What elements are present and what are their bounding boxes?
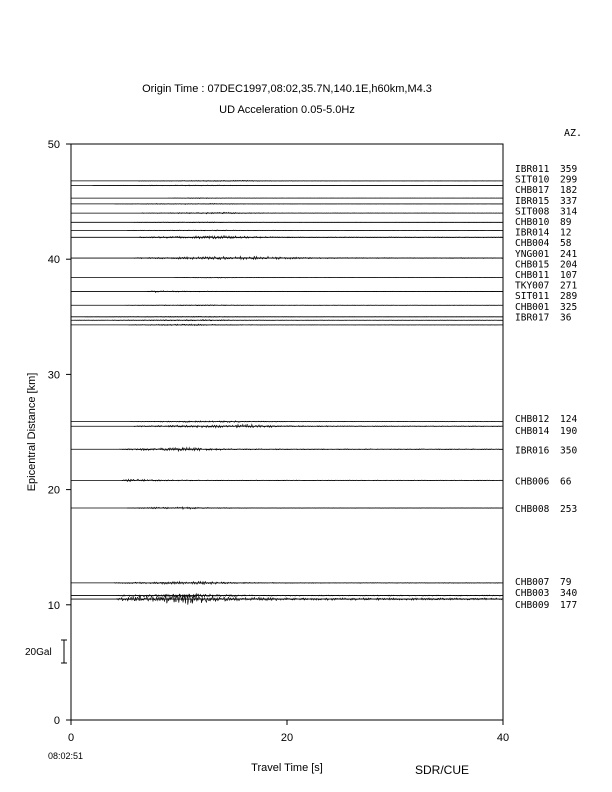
trace-chb011 bbox=[147, 291, 503, 293]
station-name: IBR014 bbox=[515, 227, 550, 239]
station-azimuth: 241 bbox=[560, 248, 578, 260]
station-name: IBR017 bbox=[515, 312, 550, 324]
station-name: CHB017 bbox=[515, 185, 550, 197]
station-name: TKY007 bbox=[515, 280, 550, 292]
x-tick-label: 20 bbox=[280, 732, 294, 744]
station-name: IBR016 bbox=[515, 445, 550, 457]
station-azimuth: 12 bbox=[560, 227, 572, 239]
station-azimuth: 190 bbox=[560, 426, 578, 437]
station-azimuth: 204 bbox=[560, 259, 578, 271]
station-azimuth: 325 bbox=[560, 301, 578, 313]
y-tick-label: 40 bbox=[47, 254, 60, 267]
y-axis bbox=[48, 139, 71, 727]
chart-subtitle: UD Acceleration 0.05-5.0Hz bbox=[219, 104, 355, 116]
station-azimuth: 337 bbox=[560, 195, 578, 207]
station-azimuth: 299 bbox=[560, 174, 578, 186]
station-name: SIT010 bbox=[515, 174, 550, 186]
station-name: YNG001 bbox=[515, 248, 550, 260]
station-azimuth: 66 bbox=[560, 476, 572, 488]
station-azimuth: 359 bbox=[560, 164, 578, 175]
station-name: CHB001 bbox=[515, 301, 550, 313]
seismic-traces bbox=[71, 180, 503, 604]
y-tick-label: 0 bbox=[53, 715, 60, 727]
y-tick-label: 50 bbox=[47, 139, 60, 151]
y-tick-label: 20 bbox=[47, 484, 60, 497]
station-azimuth: 271 bbox=[560, 280, 578, 292]
y-tick-label: 10 bbox=[47, 599, 60, 612]
station-azimuth: 124 bbox=[560, 414, 578, 425]
station-azimuth: 350 bbox=[560, 445, 578, 457]
station-azimuth: 314 bbox=[560, 206, 578, 218]
trace-chb006 bbox=[122, 479, 503, 481]
station-name: CHB004 bbox=[515, 238, 550, 250]
station-name: CHB011 bbox=[515, 270, 550, 281]
x-tick-label: 0 bbox=[67, 732, 75, 744]
station-name: CHB015 bbox=[515, 259, 550, 271]
station-azimuth: 177 bbox=[560, 600, 578, 611]
station-azimuth: 182 bbox=[560, 185, 578, 197]
station-name: CHB010 bbox=[515, 217, 550, 228]
station-labels bbox=[515, 164, 577, 611]
station-azimuth: 107 bbox=[560, 270, 578, 281]
station-name: SIT011 bbox=[515, 291, 550, 303]
trace-sit008 bbox=[141, 212, 502, 214]
station-azimuth: 289 bbox=[560, 291, 578, 303]
trace-chb007 bbox=[114, 581, 502, 584]
y-axis-label: Epicentral Distance [km] bbox=[26, 372, 38, 492]
station-azimuth: 79 bbox=[560, 577, 572, 588]
station-name: IBR011 bbox=[515, 164, 550, 175]
trace-chb015 bbox=[174, 277, 503, 278]
station-azimuth: 340 bbox=[560, 588, 578, 599]
credit-label: SDR/CUE bbox=[415, 763, 470, 777]
azimuth-header: AZ. bbox=[564, 128, 583, 139]
chart-title: Origin Time : 07DEC1997,08:02,35.7N,140.1E,h60km,M4.3 bbox=[142, 83, 432, 95]
station-azimuth: 89 bbox=[560, 217, 572, 228]
station-name: CHB007 bbox=[515, 577, 550, 588]
station-name: CHB003 bbox=[515, 588, 550, 599]
station-name: CHB012 bbox=[515, 414, 550, 425]
x-axis bbox=[68, 720, 509, 744]
x-tick-label: 40 bbox=[496, 732, 510, 744]
trace-chb008 bbox=[127, 507, 503, 509]
station-name: IBR015 bbox=[515, 195, 550, 207]
station-name: CHB009 bbox=[515, 600, 550, 611]
amplitude-scale-bar bbox=[61, 640, 67, 663]
origin-clock-time: 08:02:51 bbox=[48, 751, 84, 761]
x-axis-label: Travel Time [s] bbox=[251, 762, 323, 774]
scale-bar-label: 20Gal bbox=[25, 647, 52, 658]
trace-yng001 bbox=[134, 256, 503, 259]
station-azimuth: 253 bbox=[560, 504, 578, 516]
y-tick-label: 30 bbox=[47, 369, 60, 382]
station-name: CHB008 bbox=[515, 504, 550, 516]
station-azimuth: 36 bbox=[560, 312, 572, 324]
station-azimuth: 58 bbox=[560, 238, 572, 250]
station-name: CHB014 bbox=[515, 426, 550, 437]
station-name: SIT008 bbox=[515, 206, 550, 218]
station-name: CHB006 bbox=[515, 476, 550, 488]
